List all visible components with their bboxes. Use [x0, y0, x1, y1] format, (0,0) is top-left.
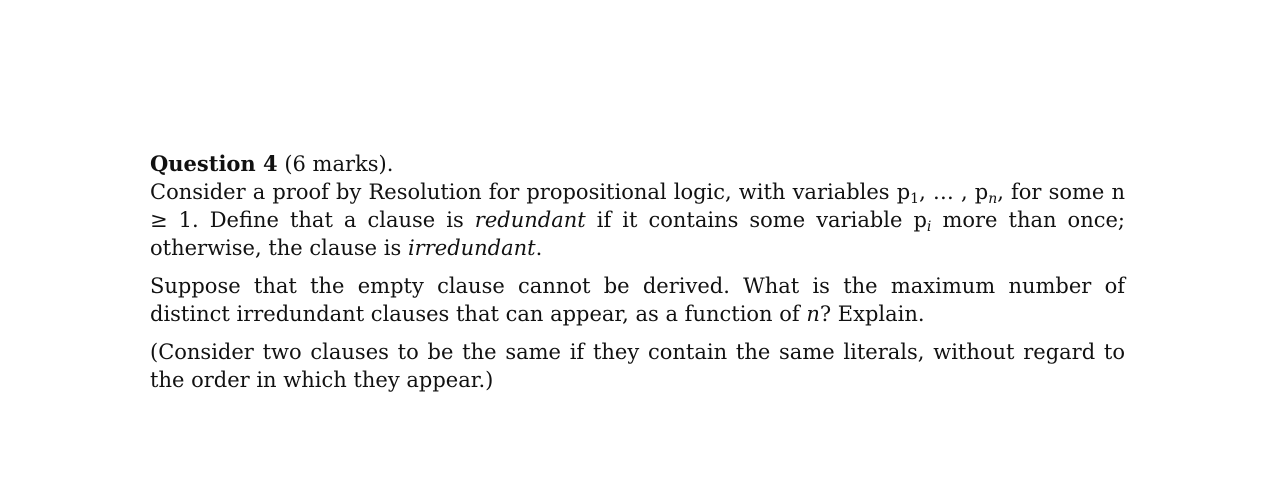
question-paragraph-task — [150, 272, 1125, 328]
text-segment: if it contains some variable p — [585, 208, 927, 232]
text-segment: , for some n ≥ 1. Define that a clause is — [150, 180, 1125, 232]
text-segment: Consider a proof by Resolution for propositional logic, with variables p — [150, 180, 911, 204]
text-segment: . — [535, 236, 543, 260]
subscript: i — [926, 219, 932, 235]
text-segment: ? Explain. — [819, 302, 925, 326]
question-heading — [150, 150, 1125, 178]
question-label: Question 4 — [150, 151, 278, 176]
text-segment: (Consider two clauses to be the same if they contain the same literals, without regard to the order in which they appear.) — [150, 340, 1125, 392]
term-irredundant: irredundant — [407, 236, 536, 260]
question-paragraph-note — [150, 338, 1125, 394]
text-segment: more than once; otherwise, the clause is — [150, 208, 1125, 260]
subscript: 1 — [910, 191, 920, 207]
question-marks: (6 marks). — [284, 152, 394, 176]
question-paragraph-definition — [150, 178, 1125, 262]
term-redundant: redundant — [474, 208, 586, 232]
subscript: n — [988, 191, 998, 207]
question-document — [150, 150, 1125, 394]
math-variable: n — [806, 302, 820, 326]
text-segment: , … , p — [919, 180, 989, 204]
text-segment: Suppose that the empty clause cannot be derived. What is the maximum number of distinct irredundant clauses that can appear, as a function of — [150, 274, 1125, 326]
